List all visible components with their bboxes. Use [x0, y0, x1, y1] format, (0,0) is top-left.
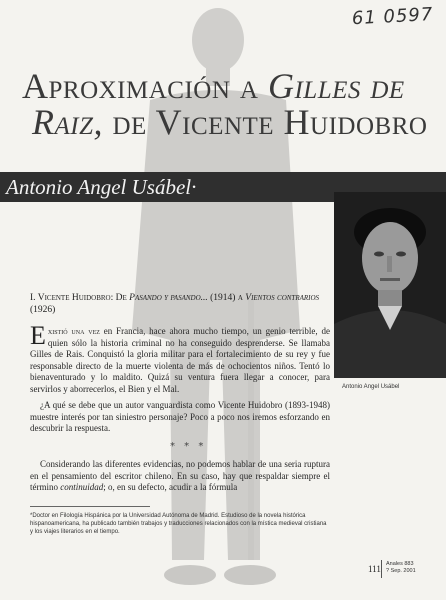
footnote-divider	[30, 506, 150, 507]
section-separator: * * *	[170, 441, 207, 452]
title-line-1: Aproximación a Gilles de	[22, 66, 405, 106]
handwritten-archive-number: 61 0597	[351, 4, 434, 30]
paragraph-3: Considerando las diferentes evidencias, no podemos hablar de una seria ruptura en el pensamiento del escritor chileno. En su caso, hay que respaldar siempre el término continuidad; o, en su defecto, acudir a la fórmula	[30, 459, 330, 493]
drop-cap: E	[30, 321, 46, 350]
title-line-2: Raiz, de Vicente Huidobro	[32, 102, 428, 142]
section-heading: I. Vicente Huidobro: De Pasando y pasando... (1914) a Vientos contrarios (1926)	[30, 293, 320, 315]
author-footnote: *Doctor en Filología Hispánica por la Universidad Autónoma de Madrid. Estudioso de la novela histórica hispanoamericana, ha publicado también trabajos y traducciones relacionados con la mística medieval cristiana y los viajes literarios en el tiempo.	[30, 513, 327, 536]
paragraph-2: ¿A qué se debe que un autor vanguardista como Vicente Huidobro (1893-1948) muestre interés por tan siniestro personaje? Poco a poco nos iremos esforzando en descubrir la respuesta.	[30, 400, 330, 434]
journal-date: ? Sep. 2001	[386, 568, 416, 574]
paragraph-1: Existió una vez en Francia, hace ahora mucho tiempo, un genio terrible, de quien sólo la historia criminal no ha conseguido desprenderse. Se llamaba Gilles de Rais. Conquistó la gloria militar para el fortalecimiento de su rey y fue responsable directo de la muerte violenta de más de ochocientos niños. Tentó lo bienaventurado y lo maldito. Quizá su ventura fuera llegar a conocer, para servirlos y aborrecerlos, el Bien y el Mal.	[30, 321, 330, 394]
journal-title: Anales 883	[386, 561, 414, 567]
photo-caption: Antonio Angel Usábel	[342, 384, 400, 390]
footer-divider	[381, 560, 382, 578]
author-name: Antonio Angel Usábel·	[6, 175, 197, 199]
article-title	[22, 68, 432, 140]
author-photo	[334, 192, 446, 378]
page-number: 111	[368, 564, 381, 574]
journal-info	[386, 561, 442, 575]
